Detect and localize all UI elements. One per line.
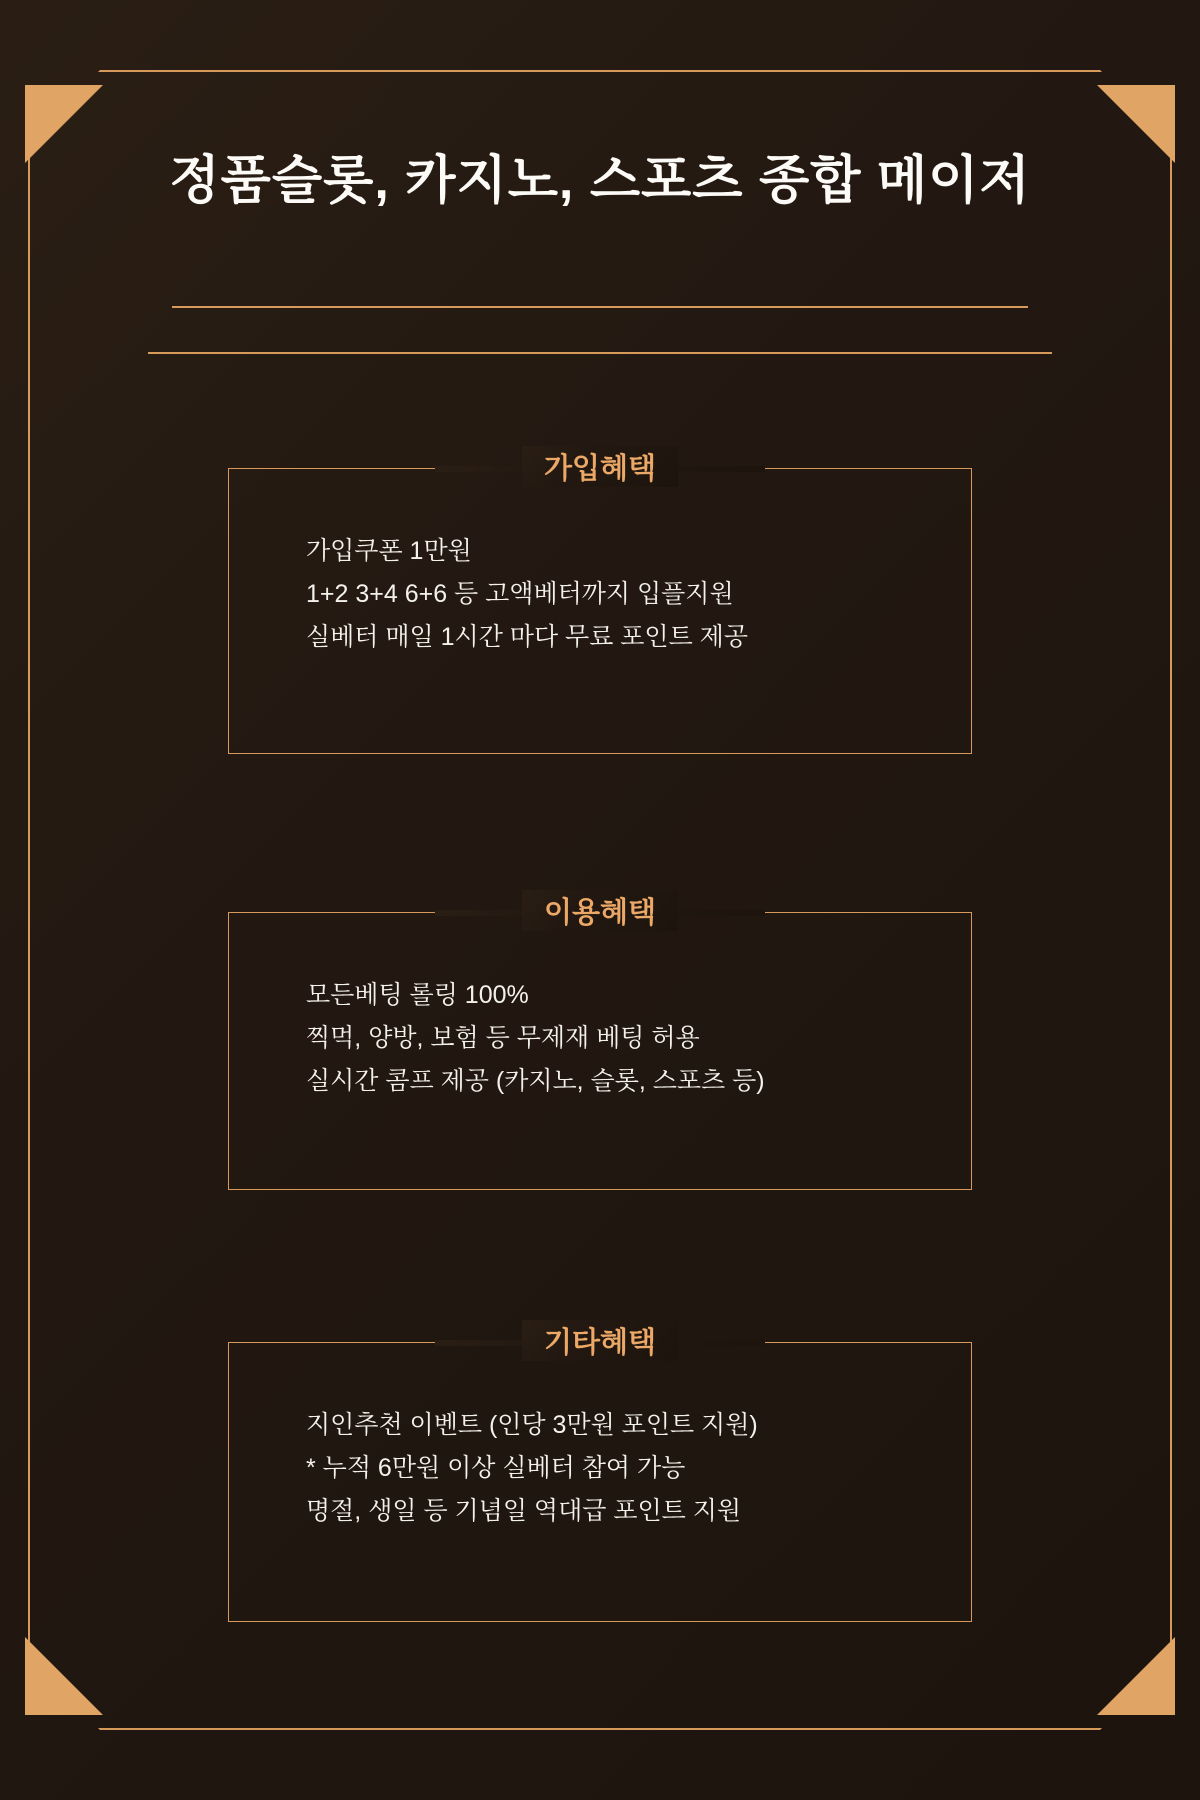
benefit-section-usage [228,897,972,1190]
benefit-line: 실베터 매일 1시간 마다 무료 포인트 제공 [306,623,748,651]
benefit-line: 지인추천 이벤트 (인당 3만원 포인트 지원) [306,1411,758,1439]
poster-header [0,150,1200,212]
benefit-section-heading: 이용혜택 [522,890,678,931]
benefit-section-heading: 기타혜택 [522,1320,678,1361]
benefit-section-other [228,1327,972,1622]
divider-rule-upper [172,306,1028,308]
benefit-line: 1+2 3+4 6+6 등 고액베터까지 입플지원 [306,580,734,608]
page-title: 정품슬롯, 카지노, 스포츠 종합 메이저 [169,152,1031,210]
benefit-line: * 누적 6만원 이상 실베터 참여 가능 [306,1454,686,1482]
benefit-line-list [306,974,932,1103]
benefit-line: 모든베팅 롤링 100% [306,981,529,1009]
benefit-line-list [306,530,932,659]
benefit-line-list [306,1404,932,1533]
benefit-line: 가입쿠폰 1만원 [306,537,472,565]
benefit-line: 명절, 생일 등 기념일 역대급 포인트 지원 [306,1497,742,1525]
benefit-line: 실시간 콤프 제공 (카지노, 슬롯, 스포츠 등) [306,1067,765,1095]
benefit-line: 찍먹, 양방, 보험 등 무제재 베팅 허용 [306,1024,700,1052]
divider-rule-lower [148,352,1052,354]
benefit-section-signup [228,453,972,754]
benefit-section-heading: 가입혜택 [522,446,678,487]
